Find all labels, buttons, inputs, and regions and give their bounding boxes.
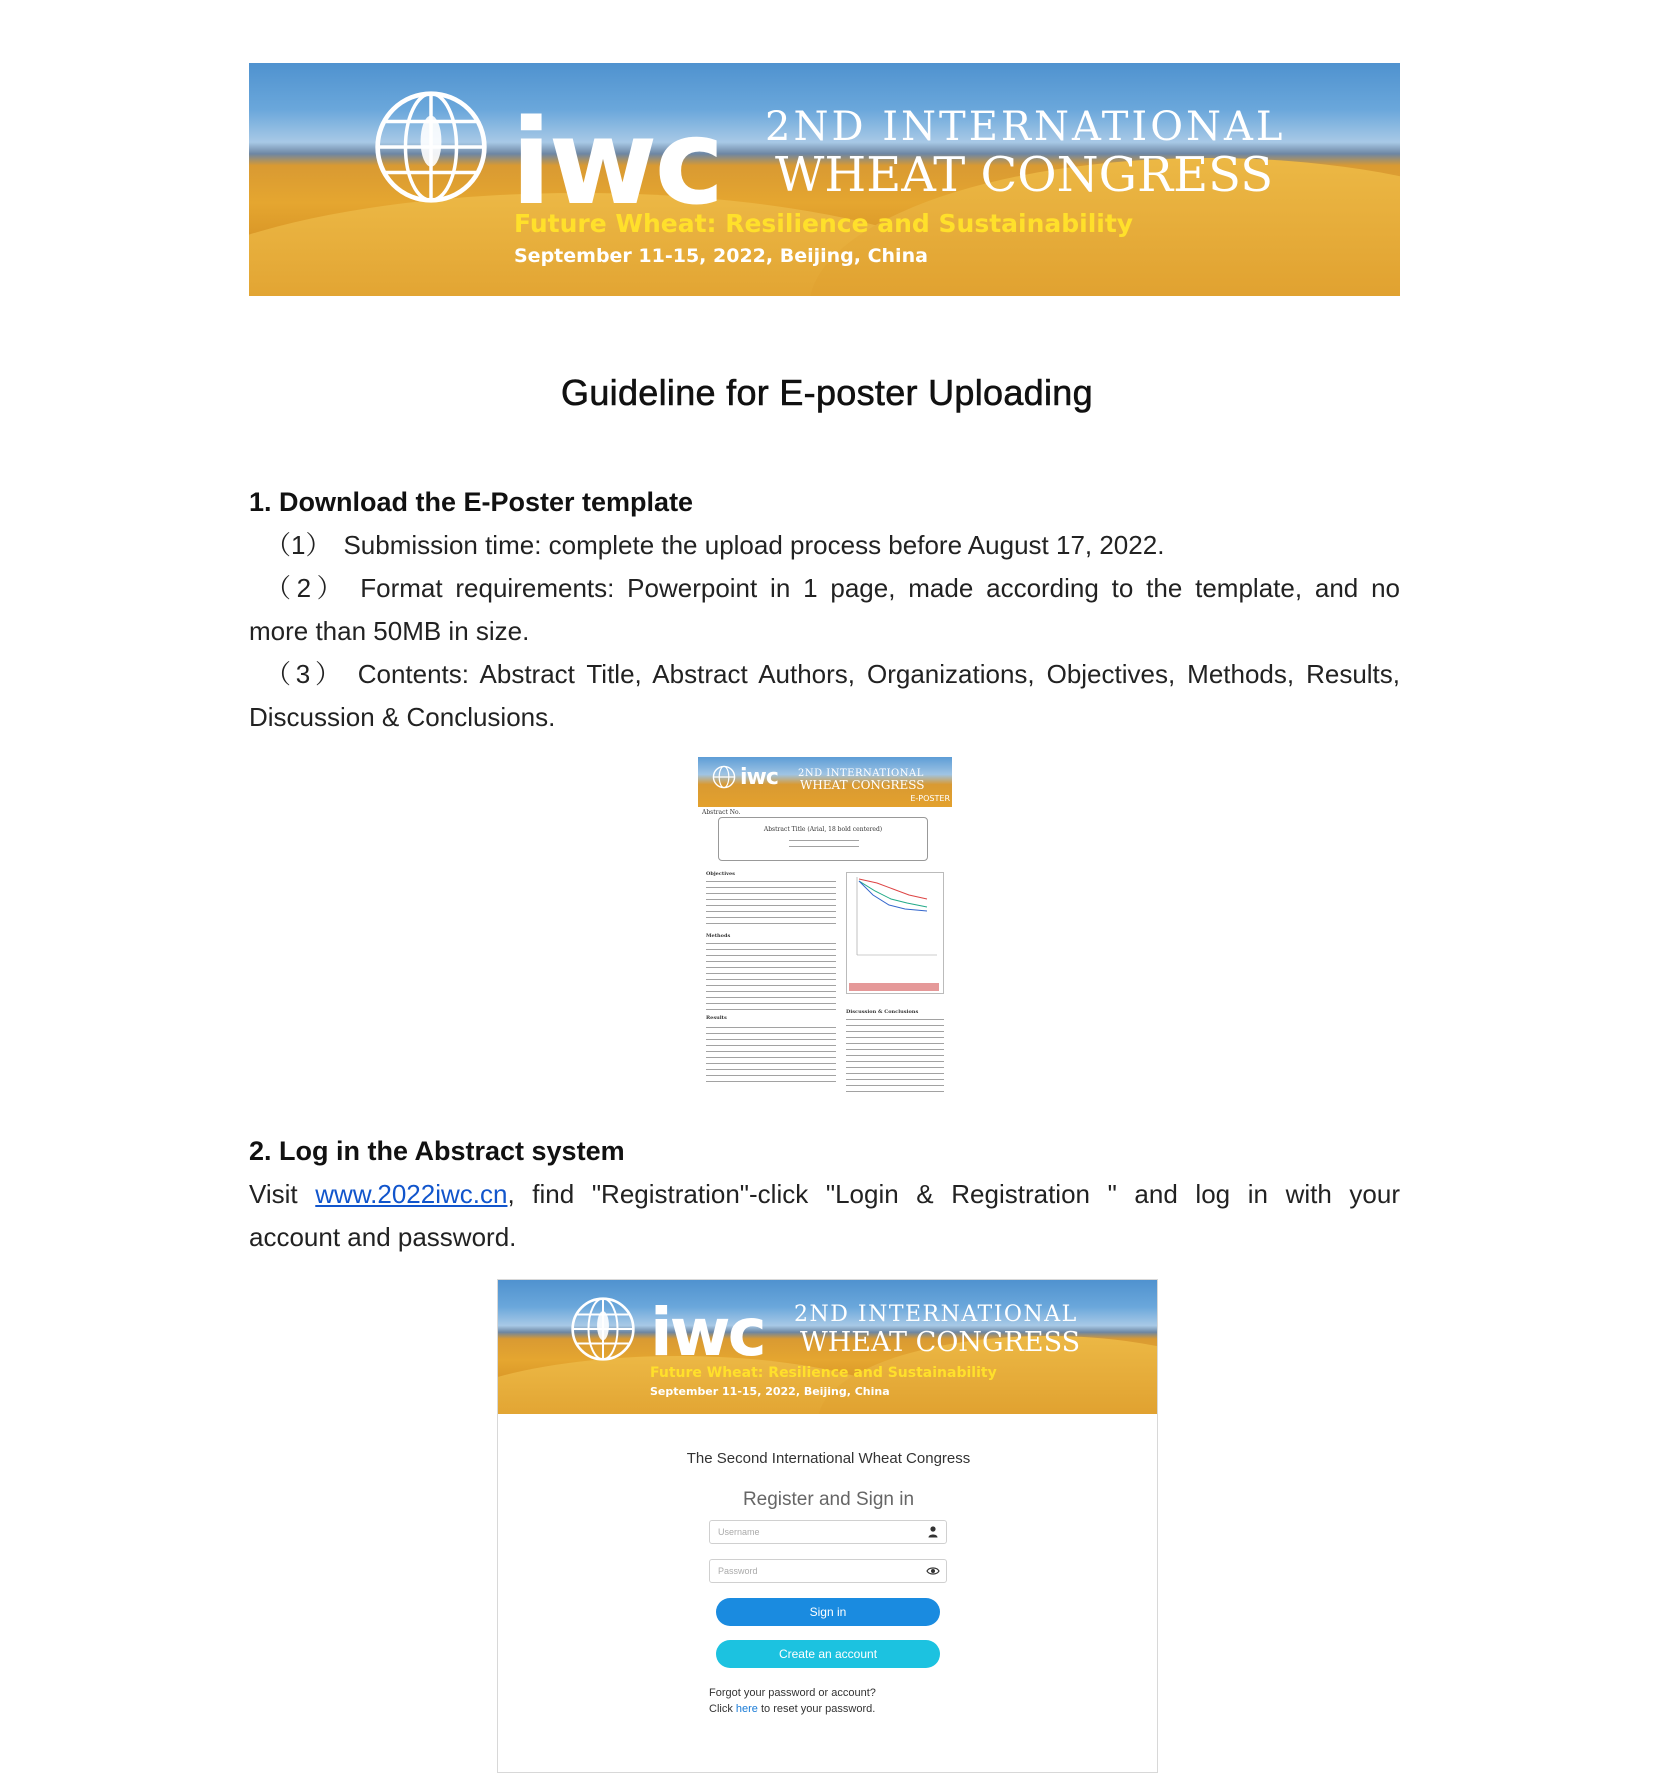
visit-text: Visit — [249, 1179, 316, 1209]
wheat-globe-icon — [373, 89, 489, 205]
poster-globe-icon — [712, 765, 736, 789]
section2-paragraph — [249, 1173, 1400, 1259]
item2-line2: more than 50MB in size. — [249, 616, 530, 646]
item3-line2: Discussion & Conclusions. — [249, 702, 556, 732]
poster-chart-figure — [846, 872, 944, 994]
banner-title-line2: WHEAT CONGRESS — [775, 147, 1274, 203]
iwc-website-link[interactable]: www.2022iwc.cn — [315, 1179, 508, 1209]
login-heading: Register and Sign in — [742, 1489, 915, 1510]
sign-in-button[interactable]: Sign in — [716, 1598, 940, 1626]
reset-password-text — [709, 1703, 875, 1715]
item1-text: Submission time: complete the upload process before August 17, 2022. — [343, 530, 1165, 560]
reset-prefix: Click — [709, 1703, 736, 1715]
poster-logo-text: iwc — [740, 765, 778, 790]
visit-instructions-line2: account and password. — [249, 1222, 517, 1252]
banner-title-line2: WHEAT CONGRESS — [800, 1327, 1081, 1358]
item1-number: （1） — [265, 530, 332, 560]
iwc-logo-text: iwc — [511, 93, 722, 231]
poster-abstract-no: Abstract No. — [702, 809, 741, 816]
forgot-password-text: Forgot your password or account? — [709, 1687, 876, 1699]
reset-suffix: to reset your password. — [757, 1703, 876, 1715]
password-field[interactable] — [709, 1559, 947, 1583]
password-input[interactable] — [710, 1560, 920, 1582]
username-field[interactable] — [709, 1520, 947, 1544]
section1-heading: 1. Download the E-Poster template — [249, 487, 694, 517]
poster-results-lines — [706, 1027, 836, 1087]
poster-title-line2: WHEAT CONGRESS — [800, 778, 925, 792]
login-banner — [498, 1280, 1158, 1414]
visit-instructions: , find "Registration"-click "Login & Registration " and log in with your — [507, 1179, 1400, 1209]
congress-banner — [249, 63, 1400, 296]
section2-heading: 2. Log in the Abstract system — [249, 1136, 625, 1166]
login-organization: The Second International Wheat Congress — [686, 1450, 971, 1467]
poster-abstract-title: Abstract Title (Arial, 18 bold centered) — [763, 826, 883, 833]
banner-theme: Future Wheat: Resilience and Sustainability — [650, 1365, 997, 1381]
eye-icon[interactable] — [926, 1564, 940, 1578]
poster-objectives-lines — [706, 881, 836, 929]
poster-results-label: Results — [706, 1015, 727, 1021]
item2-number: （2） — [265, 573, 349, 603]
item3-number: （3） — [265, 659, 346, 689]
wheat-globe-icon — [570, 1296, 636, 1362]
item2-line1: Format requirements: Powerpoint in 1 page, made according to the template, and no — [360, 573, 1400, 603]
page-title: Guideline for E-poster Uploading — [561, 372, 1093, 413]
section1-item2 — [249, 567, 1400, 653]
user-icon — [926, 1525, 940, 1539]
poster-methods-lines — [706, 943, 836, 1015]
eposter-template-thumbnail — [698, 757, 952, 1099]
poster-author-lines — [789, 840, 859, 852]
poster-discussion-label: Discussion & Conclusions — [846, 1009, 919, 1015]
banner-dateline: September 11-15, 2022, Beijing, China — [514, 245, 928, 267]
banner-theme: Future Wheat: Resilience and Sustainability — [514, 209, 1134, 238]
banner-title-line1: 2ND INTERNATIONAL — [765, 104, 1286, 150]
section1-item1 — [249, 524, 1400, 567]
banner-dateline: September 11-15, 2022, Beijing, China — [650, 1385, 890, 1398]
section1-item3 — [249, 653, 1400, 739]
create-account-button[interactable]: Create an account — [716, 1640, 940, 1668]
poster-objectives-label: Objectives — [706, 871, 735, 877]
reset-password-link[interactable]: here — [735, 1703, 758, 1715]
username-input[interactable] — [710, 1521, 920, 1543]
iwc-logo-text: iwc — [650, 1294, 764, 1371]
poster-methods-label: Methods — [706, 933, 731, 939]
poster-title-line1: 2ND INTERNATIONAL — [798, 768, 924, 779]
item3-line1: Contents: Abstract Title, Abstract Authors, Organizations, Objectives, Methods, Results, — [357, 659, 1400, 689]
login-page-screenshot — [497, 1279, 1158, 1773]
poster-discussion-lines — [846, 1019, 944, 1095]
poster-title-box — [718, 817, 928, 861]
poster-tag: E-POSTER — [910, 794, 950, 803]
banner-title-line1: 2ND INTERNATIONAL — [794, 1302, 1078, 1327]
